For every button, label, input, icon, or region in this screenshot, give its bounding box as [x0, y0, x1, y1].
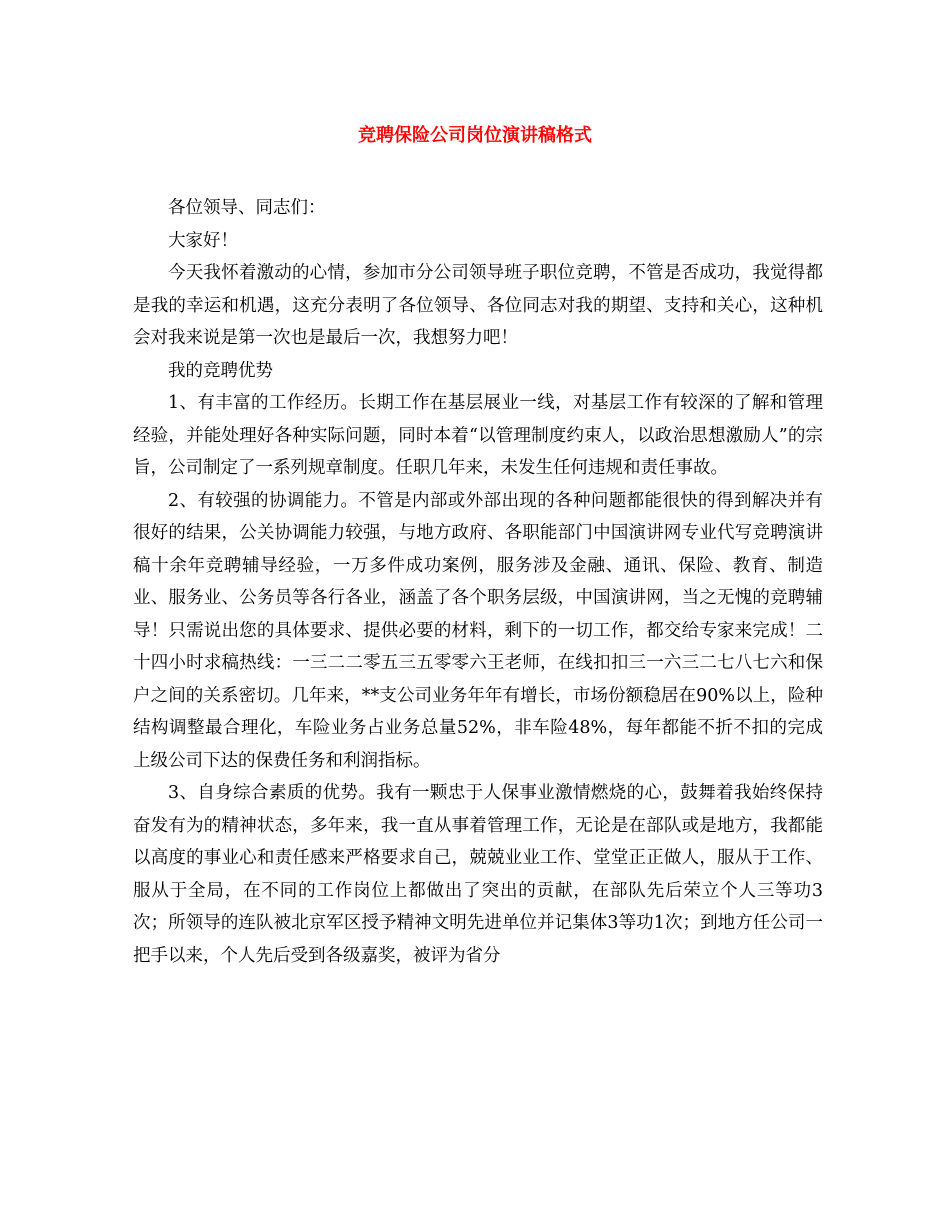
intro-paragraph: 今天我怀着激动的心情，参加市分公司领导班子职位竞聘，不管是否成功，我觉得都是我的幸运和机遇，这充分表明了各位领导、各位同志对我的期望、支持和关心，这种机会对我来说是第一次也是最后一次，我想努力吧！: [133, 263, 823, 348]
greeting-paragraph: 大家好！: [168, 230, 238, 251]
document-body: [133, 192, 823, 972]
document-title: 竞聘保险公司岗位演讲稿格式: [358, 125, 592, 146]
advantage-paragraph-2: 2、有较强的协调能力。不管是内部或外部出现的各种问题都能很快的得到解决并有很好的结果，公关协调能力较强，与地方政府、各职能部门中国演讲网专业代写竞聘演讲稿十余年竞聘辅导经验，一万多件成功案例，服务涉及金融、通讯、保险、教育、制造业、服务业、公务员等各行各业，涵盖了各个职务层级，中国演讲网，当之无愧的竞聘辅导！只需说出您的具体要求、提供必要的材料，剩下的一切工作，都交给专家来完成！二十四小时求稿热线：一三二二零五三五零零六王老师，在线扣扣三一六三二七八七六和保户之间的关系密切。几年来，**支公司业务年年有增长，市场份额稳居在90%以上，险种结构调整最合理化，车险业务占业务总量52%，非车险48%，每年都能不折不扣的完成上级公司下达的保费任务和利润指标。: [133, 490, 823, 771]
salutation-paragraph: 各位领导、同志们：: [168, 198, 326, 218]
advantage-paragraph-1: 1、有丰富的工作经历。长期工作在基层展业一线，对基层工作有较深的了解和管理经验，并能处理好各种实际问题，同时本着“以管理制度约束人，以政治思想激励人”的宗旨，公司制定了一系列规章制度。任职几年来，未发生任何违规和责任事故。: [133, 393, 823, 478]
advantage-paragraph-3: 3、自身综合素质的优势。我有一颗忠于人保事业激情燃烧的心，鼓舞着我始终保持奋发有为的精神状态，多年来，我一直从事着管理工作，无论是在部队或是地方，我都能以高度的事业心和责任感来严格要求自己，兢兢业业工作、堂堂正正做人，服从于工作、服从于全局，在不同的工作岗位上都做出了突出的贡献，在部队先后荣立个人三等功3次；所领导的连队被北京军区授予精神文明先进单位并记集体3等功1次；到地方任公司一把手以来，个人先后受到各级嘉奖，被评为省分: [133, 783, 823, 966]
section-heading: 我的竞聘优势: [168, 360, 273, 381]
